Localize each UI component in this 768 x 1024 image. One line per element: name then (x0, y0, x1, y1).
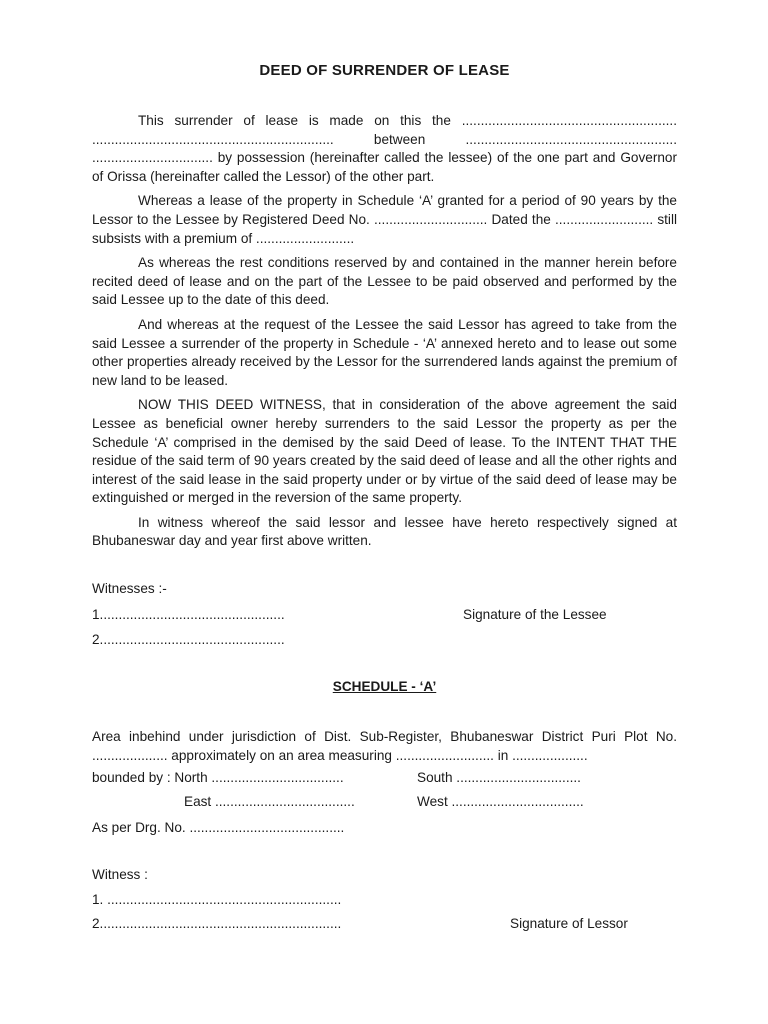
document-title: DEED OF SURRENDER OF LEASE (259, 62, 510, 79)
bounded-west: West ................................... (417, 794, 584, 809)
paragraph-1: This surrender of lease is made on this the ......................................................... ................................................................ between ........................................................ ................................ by possession (hereinafter called the lessee) of the one part and Governor of Orissa (hereinafter called the Lessor) of the other part. (92, 113, 677, 184)
paragraph-3: As whereas the rest conditions reserved by and contained in the manner herein before recited deed of lease and on the part of the Lessee to be paid observed and performed by the said Lessee up to the date of this deed. (92, 255, 677, 308)
witness2-line-1: 1. .............................................................. (92, 892, 342, 907)
witnesses-label: Witnesses :- (92, 581, 167, 596)
bounded-south: South ................................. (417, 770, 581, 785)
signature-lessor: Signature of Lessor (510, 916, 628, 931)
paragraph-5: NOW THIS DEED WITNESS, that in consideration of the above agreement the said Lessee as beneficial owner hereby surrenders to the said Lessor the property as per the Schedule ‘A’ comprised in the demised by the said Deed of lease. To the INTENT THAT THE residue of the said term of 90 years created by the said deed of lease and all the other rights and interest of the said lease in the said property under or by virtue of the said deed of lease may be extinguished or merged in the reversion of the same property. (92, 397, 677, 506)
drawing-number: As per Drg. No. ......................................... (92, 820, 345, 835)
paragraph-2: Whereas a lease of the property in Schedule ‘A’ granted for a period of 90 years by the Lessor to the Lessee by Registered Deed No. .............................. Dated the .......................... still subsists with a premium of .......................... (92, 193, 677, 246)
paragraph-6: In witness whereof the said lessor and lessee have hereto respectively signed at Bhubaneswar day and year first above written. (92, 514, 677, 549)
bounded-east: East ..................................... (184, 794, 355, 809)
deed-body (92, 112, 677, 557)
paragraph-4: And whereas at the request of the Lessee the said Lessor has agreed to take from the said Lessee a surrender of the property in Schedule - ‘A’ annexed hereto and to lease out some other properties already received by the Lessor for the surrendered lands against the premium of new land to be leased. (92, 316, 677, 388)
signature-lessee: Signature of the Lessee (463, 607, 607, 622)
schedule-paragraph: Area inbehind under jurisdiction of Dist. Sub-Register, Bhubaneswar District Puri Plot No. .................... approximately on an area measuring .......................... in .................... (92, 729, 677, 763)
witness-line-2: 2................................................. (92, 632, 285, 647)
witness-line-1: 1................................................. (92, 607, 285, 622)
bounded-north: bounded by : North ................................... (92, 770, 344, 785)
schedule-title: SCHEDULE - ‘A’ (332, 679, 437, 694)
witness-label: Witness : (92, 867, 148, 882)
deed-page (92, 0, 677, 1024)
witness2-line-2: 2................................................................ (92, 916, 342, 931)
